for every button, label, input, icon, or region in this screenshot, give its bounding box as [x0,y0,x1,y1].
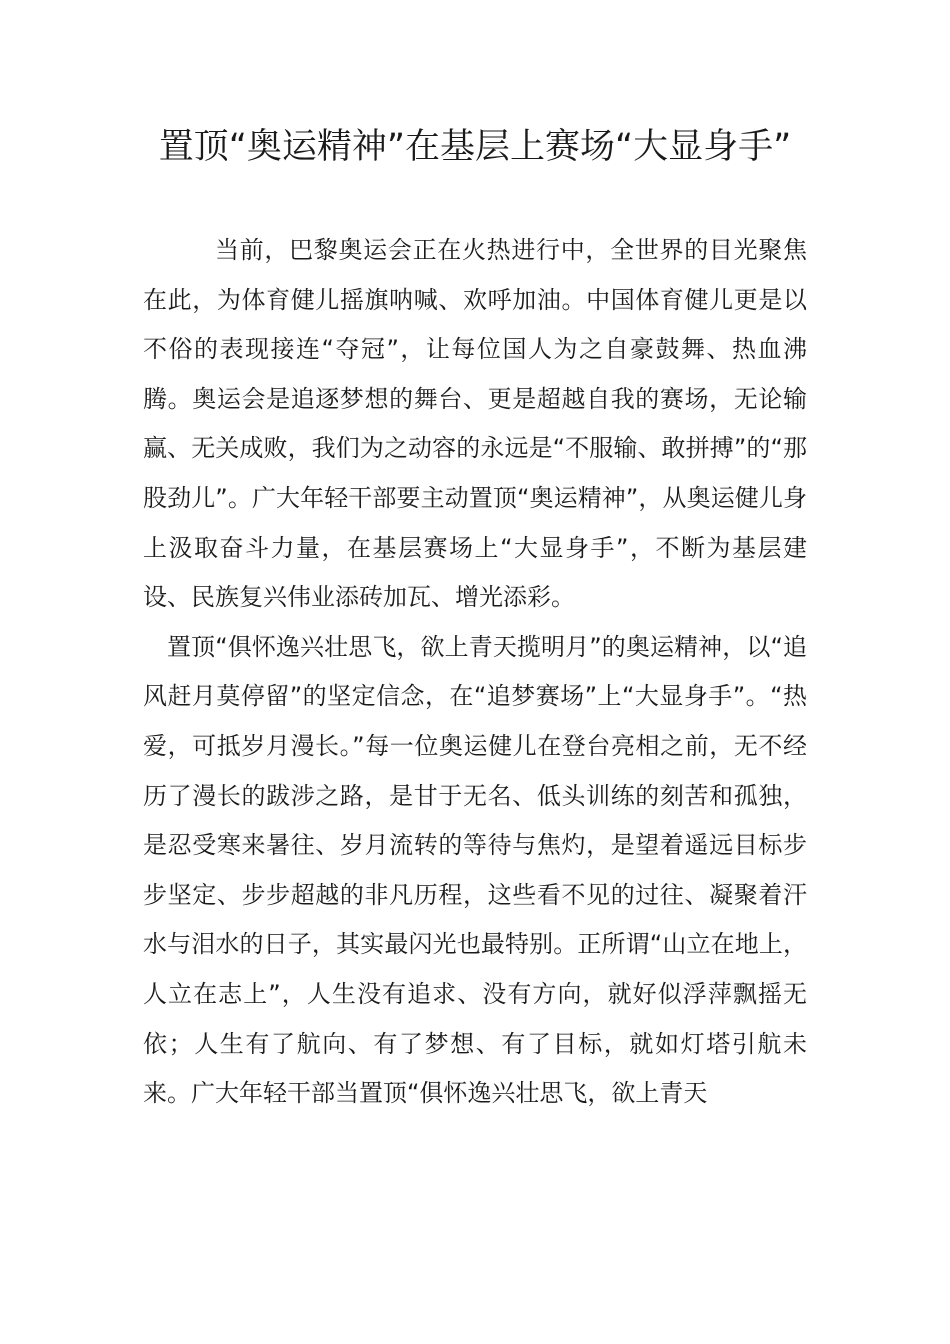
paragraph-2: 置顶“俱怀逸兴壮思飞，欲上青天揽明月”的奥运精神，以“追风赶月莫停留”的坚定信念，在“追梦赛场”上“大显身手”。“热爱，可抵岁月漫长。”每一位奥运健儿在登台亮相之前，无不经历了漫长的跋涉之路，是甘于无名、低头训练的刻苦和孤独，是忍受寒来暑往、岁月流转的等待与焦灼，是望着遥远目标步步坚定、步步超越的非凡历程，这些看不见的过往、凝聚着汗水与泪水的日子，其实最闪光也最特别。正所谓“山立在地上，人立在志上”，人生没有追求、没有方向，就好似浮萍飘摇无依；人生有了航向、有了梦想、有了目标，就如灯塔引航未来。广大年轻干部当置顶“俱怀逸兴壮思飞，欲上青天 [143,632,807,1108]
document-body [143,226,807,1119]
paragraph-1: 当前，巴黎奥运会正在火热进行中，全世界的目光聚焦在此，为体育健儿摇旗呐喊、欢呼加油。中国体育健儿更是以不俗的表现接连“夺冠”，让每位国人为之自豪鼓舞、热血沸腾。奥运会是追逐梦想的舞台、更是超越自我的赛场，无论输赢、无关成败，我们为之动容的永远是“不服输、敢拼搏”的“那股劲儿”。广大年轻干部要主动置顶“奥运精神”，从奥运健儿身上汲取奋斗力量，在基层赛场上“大显身手”，不断为基层建设、民族复兴伟业添砖加瓦、增光添彩。 [143,236,807,612]
document-title: 置顶“奥运精神”在基层上赛场“大显身手” [158,127,792,167]
